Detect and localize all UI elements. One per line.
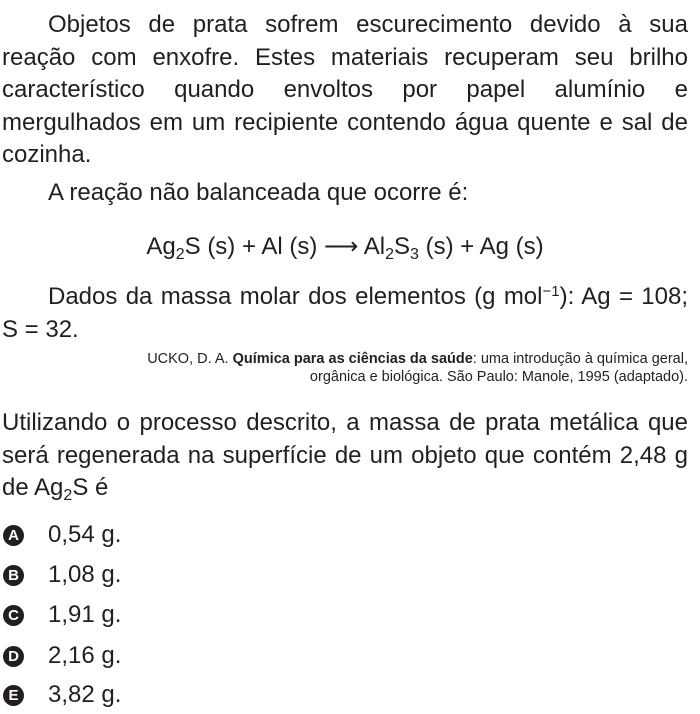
molar-mass-text: Dados da massa molar dos elementos (g mol: [48, 283, 543, 310]
eq-reactant1: Ag: [146, 233, 176, 260]
option-a-text: 0,54 g.: [48, 521, 122, 548]
option-b-text: 1,08 g.: [48, 561, 122, 588]
option-b[interactable]: [0, 558, 121, 592]
option-a[interactable]: [0, 518, 121, 552]
question-text-end: S é: [72, 474, 109, 501]
option-d-badge: D: [3, 646, 24, 667]
eq-product1: Al: [358, 233, 386, 260]
molar-mass-data: [2, 281, 688, 346]
molar-mass-exponent: −1: [542, 283, 560, 300]
option-d[interactable]: [0, 639, 121, 673]
citation-author: UCKO, D. A.: [147, 351, 233, 367]
option-c-text: 1,91 g.: [48, 601, 122, 628]
option-e[interactable]: [0, 678, 121, 712]
option-e-badge: E: [3, 685, 24, 706]
option-e-text: 3,82 g.: [48, 681, 122, 708]
option-d-text: 2,16 g.: [48, 642, 122, 669]
question-sub: 2: [63, 487, 73, 504]
chemical-equation: [0, 231, 690, 263]
option-a-badge: A: [3, 525, 24, 546]
citation-line1: [147, 350, 688, 368]
eq-product1-sub1: 2: [385, 246, 394, 263]
option-c[interactable]: [0, 598, 121, 632]
citation-line2: orgânica e biológica. São Paulo: Manole, 1995 (adaptado).: [309, 369, 688, 385]
reaction-arrow: ⟶: [324, 233, 359, 260]
eq-reactant1-rest: S (s) + Al (s): [184, 233, 324, 260]
option-c-badge: C: [3, 605, 24, 626]
eq-product1-sub2: 3: [410, 246, 419, 263]
question-stem: [2, 407, 688, 505]
eq-product1-mid: S: [394, 233, 411, 260]
citation-title: Química para as ciências da saúde: [232, 351, 473, 367]
eq-reactant1-sub: 2: [175, 246, 185, 263]
reaction-intro: A reação não balanceada que ocorre é:: [48, 179, 469, 206]
question-text: Utilizando o processo descrito, a massa de prata metálica que será regenerada na superfície de um objeto que contém 2,48 g de Ag: [2, 409, 688, 501]
option-b-badge: B: [3, 565, 24, 586]
eq-product1-rest: (s) + Ag (s): [418, 233, 544, 260]
molar-mass-text-end: ): Ag = 108; S = 32.: [2, 283, 689, 343]
citation-line1-rest: : uma introdução à química geral,: [472, 351, 688, 367]
intro-paragraph: Objetos de prata sofrem escurecimento devido à sua reação com enxofre. Estes materiais recuperam seu brilho característico quando envoltos por papel alumínio e mergulhados em um recipiente contendo água quente e sal de cozinha.: [2, 11, 688, 168]
citation: [147, 350, 688, 386]
